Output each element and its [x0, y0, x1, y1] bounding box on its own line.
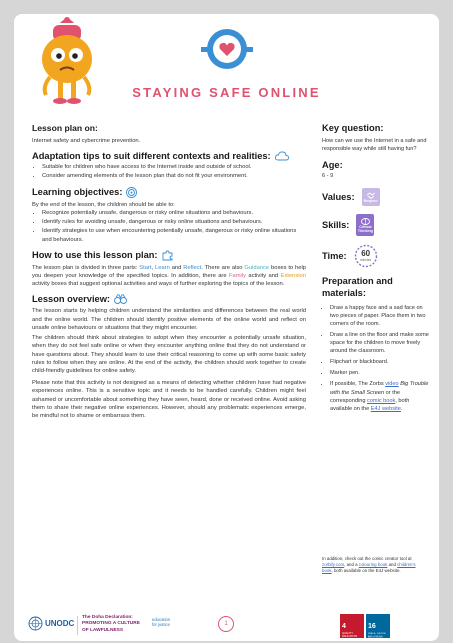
lesson-plan-page: [14, 14, 439, 641]
howto-text-part: The lesson plan is divided in three parts:: [32, 264, 140, 271]
extension-label: Extension: [280, 272, 306, 279]
howto-text-part: and: [169, 264, 184, 271]
list-item: • Marker pen.: [330, 369, 430, 377]
heart-logo-icon: [201, 23, 253, 75]
adaptation-heading: [32, 151, 306, 161]
clock-icon: [354, 244, 378, 268]
adaptation-heading-text: Adaptation tips to suit different contexts and realities:: [32, 151, 271, 162]
critical-thinking-badge: [356, 214, 374, 236]
puzzle-icon: [162, 250, 173, 261]
colouring-book-link[interactable]: colouring book: [358, 562, 388, 568]
howto-text-part: ,: [151, 264, 156, 271]
video-title: Big Trouble with the Small Screen: [330, 381, 429, 396]
howto-text-part: . There are also: [201, 264, 245, 271]
overview-heading: [32, 294, 306, 304]
doha-line-3: OF LAWFULNESS: [82, 627, 124, 633]
sdg16-number: 16: [368, 623, 376, 630]
sdg4-number: 4: [342, 623, 346, 630]
page-number: 1: [218, 616, 234, 632]
howto-heading-text: How to use this lesson plan:: [32, 250, 158, 261]
additional-resources-note: [322, 556, 426, 574]
zorbify-link[interactable]: zorbify.com: [322, 562, 345, 568]
start-label: Start: [139, 264, 152, 271]
values-heading: Values:: [322, 192, 355, 203]
list-item: • Draw a happy face and a sad face on two pieces of paper. Place them in two corners of the room.: [330, 304, 430, 328]
howto-text-part: activity boxes that suggest optional activities and ways of further exploring the topics of the lesson.: [32, 281, 285, 288]
brain-icon: [361, 218, 370, 225]
values-row: [322, 188, 430, 206]
age-value: 6 - 9: [322, 173, 334, 180]
doha-line-1: The Doha Declaration:: [82, 615, 133, 620]
sdg16-badge: [366, 614, 390, 641]
sdg16-text: PEACE, JUSTICE AND STRONG INSTITUTIONS: [368, 633, 386, 641]
prep-text-part: or the corresponding: [330, 389, 400, 404]
critical-thinking-label-1: Critical: [359, 224, 372, 229]
time-unit: minutes: [360, 258, 372, 263]
list-item: • Consider amending elements of the lesson plan that do not fit your environment.: [42, 172, 306, 180]
list-item: • Draw a line on the floor and make some space for the children to move freely around the classroom.: [330, 331, 430, 355]
note-text-part: , both available on the E4J website.: [331, 568, 401, 574]
reflect-label: Reflect: [183, 264, 202, 271]
sdg4-text: QUALITY EDUCATION: [342, 632, 358, 638]
adaptation-list: [32, 163, 306, 180]
howto-text: [32, 264, 306, 289]
time-heading: Time:: [322, 251, 347, 262]
note-text-part: and: [387, 562, 398, 568]
doha-declaration-logo: [82, 615, 140, 634]
guidance-label: Guidance: [244, 264, 270, 271]
list-item: • Recognize potentially unsafe, dangerous or risky online situations and behaviours.: [42, 209, 306, 217]
key-question-heading: Key question:: [322, 123, 384, 133]
howto-text-part: activity and: [246, 272, 281, 279]
family-label: Family: [228, 272, 247, 279]
skills-heading: Skills:: [322, 220, 350, 231]
learn-label: Learn: [155, 264, 170, 271]
critical-thinking-label-2: Thinking: [357, 228, 373, 233]
prep-list: [322, 304, 430, 413]
objectives-heading: [32, 187, 306, 198]
list-item: • Suitable for children who have access to the Internet inside and outside of school.: [42, 163, 306, 171]
binoculars-icon: [114, 294, 127, 304]
objectives-list: [32, 209, 306, 244]
comic-book-link[interactable]: comic book: [367, 397, 396, 404]
mascot-character: [36, 17, 98, 117]
e4j-line-1: education: [152, 617, 171, 622]
e4j-website-link[interactable]: E4J website: [370, 405, 401, 412]
lesson-plan-heading: Lesson plan on:: [32, 123, 98, 133]
skills-row: [322, 214, 430, 236]
doha-line-2: PROMOTING A CULTURE: [82, 621, 140, 627]
time-value: 60: [361, 249, 371, 259]
overview-paragraph: The lesson starts by helping children understand the similarities and differences between the real world and the online world. The children should identify positive elements of the online world and reflect on unsafe online behaviours or situations that they might encounter.: [32, 308, 306, 331]
age-heading: Age:: [322, 160, 343, 171]
note-text-part: In addition, check out the comic creator tool at: [322, 556, 412, 561]
note-text-part: , and a: [344, 562, 359, 568]
prep-heading: Preparation and materials:: [322, 276, 393, 298]
time-row: [322, 244, 430, 268]
list-item: • Flipchart or blackboard.: [330, 358, 430, 366]
page-title: STAYING SAFE ONLINE: [132, 85, 321, 100]
childrens-book-link[interactable]: children's book: [322, 562, 416, 574]
respect-badge: [362, 188, 380, 206]
list-item: • Identify strategies to use when encountering potentially unsafe, dangerous or risky online situations and behaviours.: [42, 227, 306, 243]
list-item: [330, 380, 430, 412]
sdg4-badge: [340, 614, 364, 638]
e4j-line-2: for justice: [152, 622, 170, 628]
prep-text-part: .: [400, 405, 403, 412]
left-column: [32, 123, 306, 420]
key-question-text: How can we use the Internet in a safe and responsible way while still having fun?: [322, 138, 427, 153]
respect-badge-label: Respect: [363, 198, 378, 203]
cloud-icon: [275, 151, 289, 161]
video-link[interactable]: video: [385, 381, 399, 388]
handshake-icon: [367, 192, 375, 199]
prep-text-part: If possible, The Zorbs: [330, 381, 386, 388]
unodc-logo: UNODC: [45, 619, 75, 628]
footer-divider: [77, 616, 78, 635]
objectives-heading-text: Learning objectives:: [32, 187, 123, 198]
overview-paragraph: The children should think about strategies to adopt when they encounter a potentially unsafe situation, when they do not feel safe online or when they encounter anything online that they do not understand or have questions about. They should learn to use their critical reasoning to come up with some basic safety rules to follow when they are online. At the end of the activity, the children should work together to create child-friendly guidelines for online safety.: [32, 335, 306, 374]
prep-text-part: , both available on the: [330, 397, 410, 412]
overview-heading-text: Lesson overview:: [32, 294, 111, 305]
howto-heading: [32, 250, 306, 261]
objectives-intro: By the end of the lesson, the children should be able to:: [32, 201, 175, 208]
lesson-plan-text: Internet safety and cybercrime prevention.: [32, 138, 141, 144]
footer: [14, 612, 439, 641]
un-emblem-icon: [28, 616, 43, 631]
target-icon: [126, 187, 137, 198]
list-item: • Identify rules for avoiding unsafe, dangerous or risky online situations and behaviours.: [42, 218, 306, 226]
howto-text-part: boxes to help you deepen your knowledge of the specified topics. In addition, there are: [32, 264, 306, 279]
e4j-logo: [152, 617, 170, 628]
overview-paragraph: Please note that this activity is not designed as a means of detecting whether children have had negative experiences online. This is a sensitive topic and it needs to be handled carefully. Children might feel ashamed or uncomfortable about something they have seen, heard, done or received online. Avoid asking them to share their negative online experiences. However, should any problematic experiences emerge, be mindful not to shame or embarrass them.: [32, 380, 306, 420]
right-column: [322, 123, 430, 574]
